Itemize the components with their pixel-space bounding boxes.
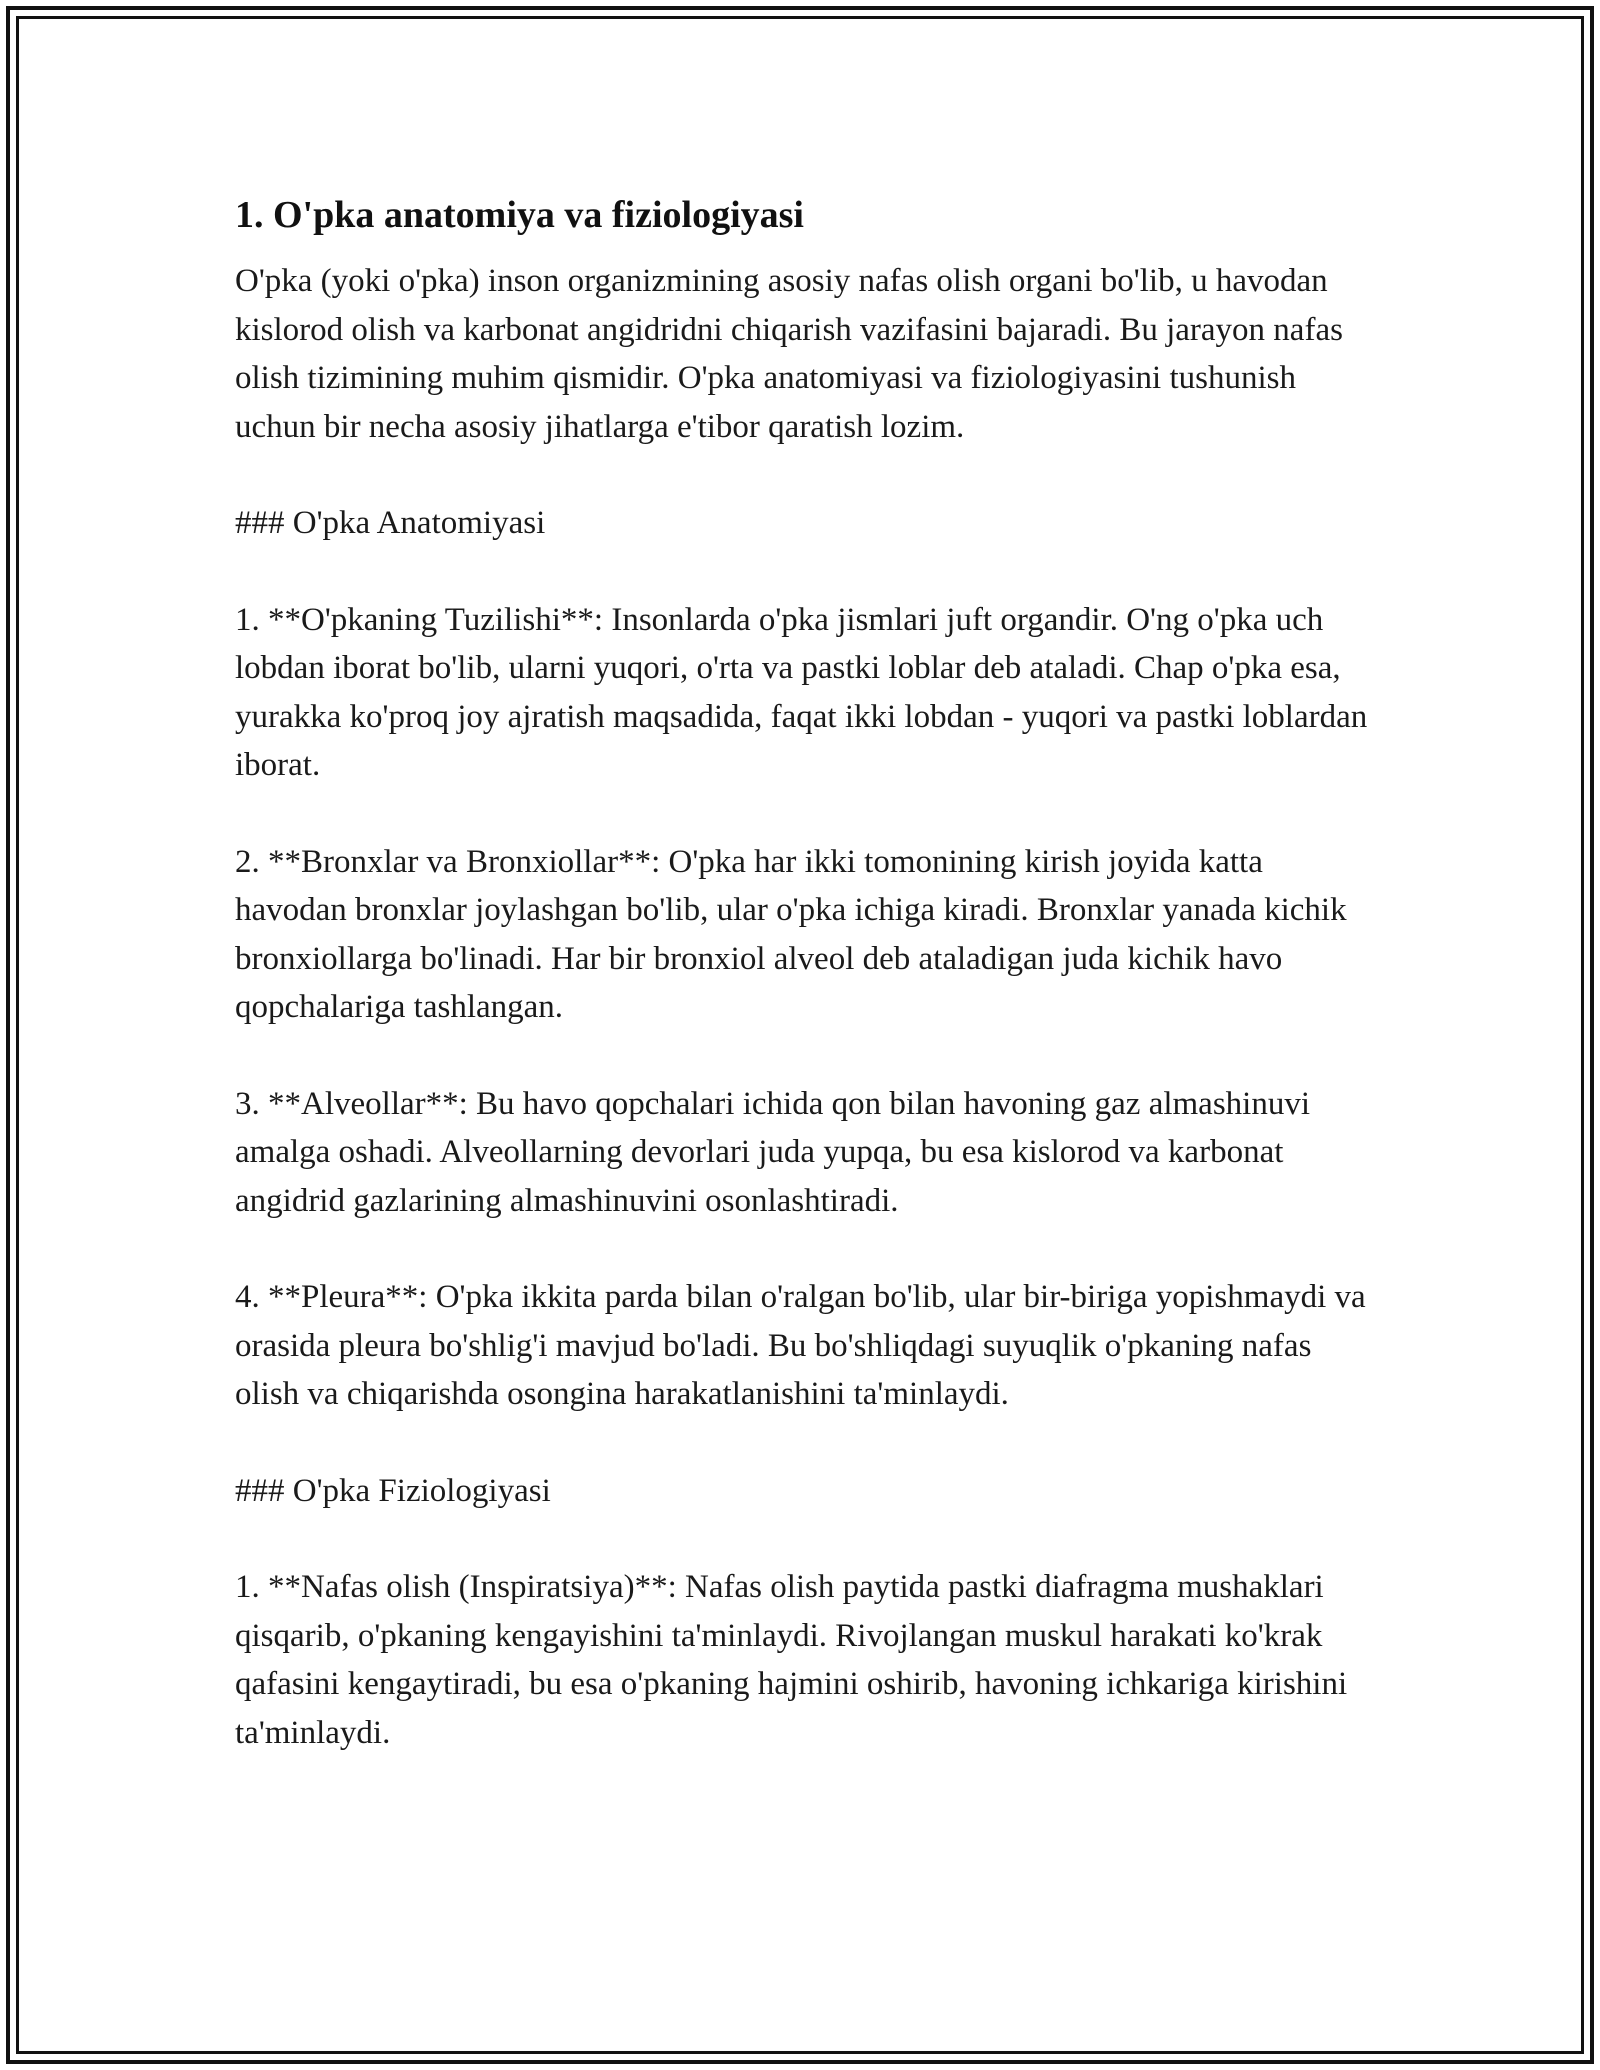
section-heading-physiology: ### O'pka Fiziologiyasi [235, 1472, 551, 1509]
list-item: 2. **Bronxlar va Bronxiollar**: O'pka har ikki tomonining kirish joyida katta havodan bronxlar joylashgan bo'lib, ular o'pka ichiga kiradi. Bronxlar yanada kichik bronxiollarga bo'linadi. Har bir bronxiol alveol deb ataladigan juda kichik havo qopchalariga tashlangan. [235, 843, 1347, 1025]
list-item: 4. **Pleura**: O'pka ikkita parda bilan o'ralgan bo'lib, ular bir-biriga yopishmaydi va orasida pleura bo'shlig'i mavjud bo'ladi. Bu bo'shliqdagi suyuqlik o'pkaning nafas olish va chiqarishda osongina harakatlanishini ta'minlaydi. [235, 1279, 1366, 1412]
section-heading-anatomy: ### O'pka Anatomiyasi [235, 505, 546, 541]
document-title: 1. O'pka anatomiya va fiziologiyasi [235, 194, 804, 236]
list-item: 3. **Alveollar**: Bu havo qopchalari ichida qon bilan havoning gaz almashinuvi amalga oshadi. Alveollarning devorlari juda yupqa, bu esa kislorod va karbonat angidrid gazlarining almashinuvini osonlashtiradi. [235, 1085, 1310, 1219]
document-body [235, 185, 1370, 1757]
list-item: 1. **Nafas olish (Inspiratsiya)**: Nafas olish paytida pastki diafragma mushaklari qisqarib, o'pkaning kengayishini ta'minlaydi. Rivojlangan muskul harakati ko'krak qafasini kengaytiradi, bu esa o'pkaning hajmini oshirib, havoning ichkariga kirishini ta'minlaydi. [235, 1569, 1348, 1751]
list-item: 1. **O'pkaning Tuzilishi**: Insonlarda o'pka jismlari juft organdir. O'ng o'pka uch lobdan iborat bo'lib, ularni yuqori, o'rta va pastki loblar deb ataladi. Chap o'pka esa, yurakka ko'proq joy ajratish maqsadida, faqat ikki lobdan - yuqori va pastki loblardan iborat. [235, 601, 1368, 783]
intro-paragraph: O'pka (yoki o'pka) inson organizmining asosiy nafas olish organi bo'lib, u havodan kislorod olish va karbonat angidridni chiqarish vazifasini bajaradi. Bu jarayon nafas olish tizimining muhim qismidir. O'pka anatomiyasi va fiziologiyasini tushunish uchun bir necha asosiy jihatlarga e'tibor qaratish lozim. [235, 263, 1343, 445]
